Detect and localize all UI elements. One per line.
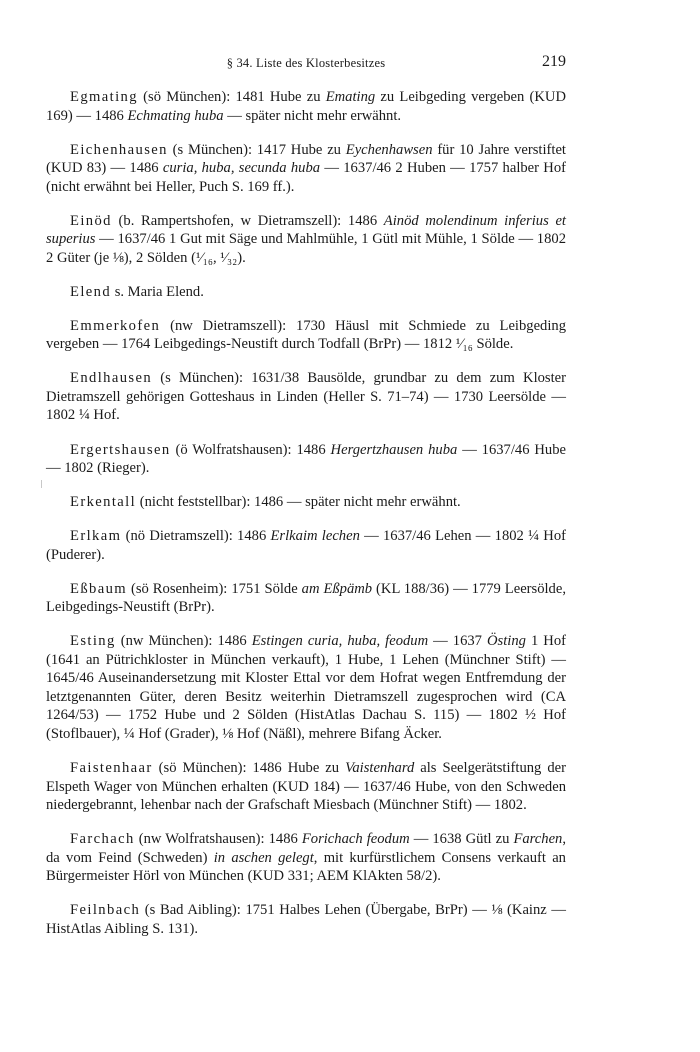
entry-text: (nw München): 1486 [115,633,252,650]
source-quotation: curia, huba, secunda huba [162,160,321,177]
source-quotation: Hergertzhausen huba [330,441,458,458]
place-name: Faistenhaar [70,760,153,777]
source-quotation: Estingen curia, huba, feodum [251,633,429,650]
entry-text: — 1637/46 2 Huben — 1757 halber Hof (nicht erwähnt bei Heller, Puch S. 169 ff.). [46,160,566,195]
entry [46,632,566,743]
entry [46,580,566,617]
place-name: Farchach [70,831,135,848]
entry-text: s. Maria Elend. [111,283,204,300]
entry-text: — 1638 Gütl zu [409,831,514,848]
place-name: Emmerkofen [70,317,161,334]
entry [46,830,566,886]
entry [46,283,566,302]
place-name: Egmating [70,89,138,105]
running-title: § 34. Liste des Klosterbesitzes [226,56,386,70]
place-name: Eichenhausen [70,141,168,158]
place-name: Elend [70,283,112,300]
page-number: 219 [542,53,566,70]
place-name: Esting [70,633,116,650]
place-name: Erkentall [70,494,137,511]
source-quotation: Echmating huba [127,107,224,124]
entry-text: (s München): 1631/38 Bausölde, grundbar zu dem zum Kloster Dietramszell gehörigen Gotteshaus in Linden (Heller S. 71–74) — 1730 Leersölde — 1802 ¼ Hof. [46,370,566,424]
entry-text: — 1637/46 1 Gut mit Säge und Mahlmühle, 1 Gütl mit Mühle, 1 Sölde — 1802 2 Güter (je ⅛), 2 Sölden (¹⁄₁₆, ¹⁄₃₂). [46,231,566,266]
entry-text: — 1637/46 Lehen — 1802 ¼ Hof (Puderer). [46,528,566,563]
entry-text: (s Bad Aibling): 1751 Halbes Lehen (Übergabe, BrPr) — ⅛ (Kainz — HistAtlas Aibling S. 131). [46,902,566,937]
entry [46,901,566,938]
entry [46,141,566,197]
source-quotation: Ematin​g [325,89,376,105]
entry-text: (sö München): 1481 Hube zu [137,89,326,105]
entry-text: (nö Dietramszell): 1486 [121,528,271,545]
entry [46,88,566,125]
entry [46,212,566,268]
entry [46,527,566,564]
entry-text: — später nicht mehr erwähnt. [223,107,402,124]
source-quotation: Vaistenhard [345,760,415,777]
source-quotation: am Eßpämb [301,580,373,597]
entry-text: als Seelgerätstiftung der Elspeth Wager von München erhalten (KUD 184) — 1637/46 Hube, von den Schweden niedergebrannt, lehenbar nach der Grafschaft Miesbach (Münchner Stift) — 1802. [46,760,566,814]
entry-text: (s München): 1417 Hube zu [167,141,346,158]
entry-text: (KL 188/36) — 1779 Leersölde, Leibgedings-Neustift (BrPr). [46,580,566,616]
margin-mark [41,480,42,488]
place-name: Feilnbach [70,902,141,919]
entry [46,759,566,815]
entry-text: , mit kurfürstlichem Consens verkauft an Bürgermeister Hörl von München (KUD 331; AEM KlAkten 58/2). [46,849,566,885]
entry-text: für 10 Jahre verstiftet (KUD 83) — 1486 [46,141,566,177]
place-name: Einöd [70,212,112,229]
source-quotation: Ainöd molendinum inferius et superius [46,212,566,248]
source-quotation: in aschen gelegt [213,849,314,866]
entry-text: 1 Hof (1641 an Pütrichkloster in München verkauft), 1 Hube, 1 Lehen (Münchner Stift) — 1645/46 Auseinandersetzung mit Kloster Ettal vor dem Hofrat wegen Entfremdung der letztgenannten Güter, deren Besitz weiterhin Dietramszell zugesprochen wird (CA 1264/53) — 1752 Hube und 2 Sölden (HistAtlas Dachau S. 115) — 1802 ½ Hof (Stoflbauer), ¼ Hof (Grader), ⅛ Hof (Näßl), mehrere Bifang Äcker. [46,633,566,742]
entry-text: zu Leibgeding vergeben (KUD 169) — 1486 [46,89,566,124]
source-quotation: Erlkaim lechen [270,528,360,545]
source-quotation: Östing [487,633,526,650]
entry-text: (b. Rampertshofen, w Dietramszell): 1486 [111,212,384,229]
entry-text: — 1637 [428,633,488,650]
place-name: Ergertshausen [70,441,171,458]
source-quotation: Eychenhawsen [345,141,433,158]
running-head [46,53,566,73]
place-name: Endlhausen [70,370,153,387]
entry-text: — 1637/46 Hube — 1802 (Rieger). [46,441,566,477]
entry-text: (nw Wolfratshausen): 1486 [134,831,302,848]
entry-text: (nw Dietramszell): 1730 Häusl mit Schmiede zu Leibgeding vergeben — 1764 Leibgedings-Neustift durch Todfall (BrPr) — 1812 ¹⁄₁₆ Sölde. [46,317,566,353]
entry [46,493,566,512]
entry-text: , da vom Feind (Schweden) [46,831,567,866]
gazetteer-entries [46,88,566,954]
source-quotation: Forichach feodum [301,831,410,848]
entry-text: (nicht feststellbar): 1486 — später nicht mehr erwähnt. [136,494,461,511]
entry [46,441,566,478]
entry [46,317,566,354]
place-name: Eßbaum [70,580,128,597]
entry [46,369,566,425]
place-name: Erlkam [70,528,122,545]
entry-text: (sö München): 1486 Hube zu [152,760,346,777]
source-quotation: Farchen [513,831,563,848]
entry-text: (ö Wolfratshausen): 1486 [170,441,331,458]
entry-text: (sö Rosenheim): 1751 Sölde [127,580,302,597]
